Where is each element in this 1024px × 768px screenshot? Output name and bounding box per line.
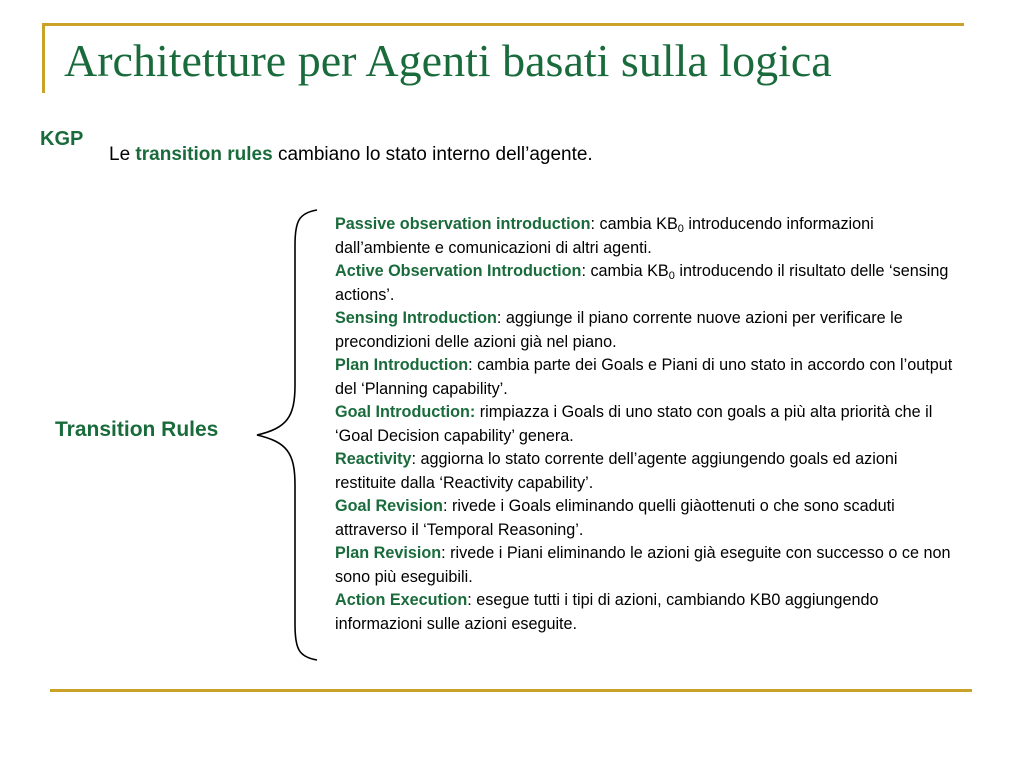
rule-text-pre: cambia KB xyxy=(590,262,669,280)
rule-item xyxy=(335,589,963,636)
rule-text: aggiunge il piano corrente nuove azioni per verificare le precondizioni delle azioni già nel piano. xyxy=(335,309,903,351)
kgp-label: KGP xyxy=(40,128,84,150)
rule-separator: : xyxy=(468,356,478,374)
transition-rules-label: Transition Rules xyxy=(55,418,219,441)
rule-term: Goal Revision xyxy=(335,497,443,515)
rule-term: Plan Introduction xyxy=(335,356,469,374)
rule-separator: : xyxy=(581,262,591,280)
rule-term: Reactivity xyxy=(335,450,412,468)
rule-separator: : xyxy=(441,544,451,562)
rule-separator: : xyxy=(496,309,506,327)
transition-rules-list xyxy=(335,213,963,636)
rule-text: esegue tutti i tipi di azioni, cambiando KB0 aggiungendo informazioni sulle azioni eseguite. xyxy=(335,591,879,633)
rule-term: Goal Introduction: xyxy=(335,403,476,421)
rule-text-post: introducendo il risultato delle ‘sensing actions’. xyxy=(335,262,949,304)
rule-term: Action Execution xyxy=(335,591,468,609)
rule-item xyxy=(335,448,963,495)
bottom-divider xyxy=(50,689,972,692)
rule-separator: : xyxy=(411,450,421,468)
rule-item xyxy=(335,307,963,354)
rule-text: aggiorna lo stato corrente dell’agente aggiungendo goals ed azioni restituite dalla ‘Reactivity capability’. xyxy=(335,450,898,492)
rule-text: rimpiazza i Goals di uno stato con goals a più alta priorità che il ‘Goal Decision capability’ genera. xyxy=(335,403,933,445)
rule-term: Active Observation Introduction xyxy=(335,262,582,280)
rule-item xyxy=(335,260,963,307)
rule-text-post: introducendo informazioni dall’ambiente e comunicazioni di altri agenti. xyxy=(335,215,874,257)
subtitle-term: transition rules xyxy=(135,144,273,165)
rule-item xyxy=(335,401,963,448)
rule-term: Passive observation introduction xyxy=(335,215,591,233)
rule-subscript: 0 xyxy=(668,270,675,282)
rule-text: rivede i Goals eliminando quelli giàottenuti o che sono scaduti attraverso il ‘Temporal Reasoning’. xyxy=(335,497,895,539)
rule-item xyxy=(335,542,963,589)
rule-text: cambia parte dei Goals e Piani di uno stato in accordo con l’output del ‘Planning capability’. xyxy=(335,356,953,398)
subtitle-suffix: cambiano lo stato interno dell’agente. xyxy=(272,144,593,165)
subtitle-line xyxy=(109,144,593,166)
rule-separator: : xyxy=(467,591,477,609)
top-divider xyxy=(42,23,964,26)
rule-text-pre: cambia KB xyxy=(599,215,678,233)
rule-separator: : xyxy=(590,215,600,233)
slide-title: Architetture per Agenti basati sulla logica xyxy=(64,35,832,86)
rule-subscript: 0 xyxy=(677,223,684,235)
subtitle-prefix: Le xyxy=(109,144,136,165)
rule-term: Plan Revision xyxy=(335,544,442,562)
left-divider xyxy=(42,23,45,93)
rule-text: rivede i Piani eliminando le azioni già eseguite con successo o ce non sono più eseguibili. xyxy=(335,544,951,586)
rule-item xyxy=(335,354,963,401)
rule-item xyxy=(335,213,963,260)
rule-separator: : xyxy=(442,497,452,515)
rule-term: Sensing Introduction xyxy=(335,309,497,327)
curly-brace-icon xyxy=(255,205,325,665)
rule-item xyxy=(335,495,963,542)
